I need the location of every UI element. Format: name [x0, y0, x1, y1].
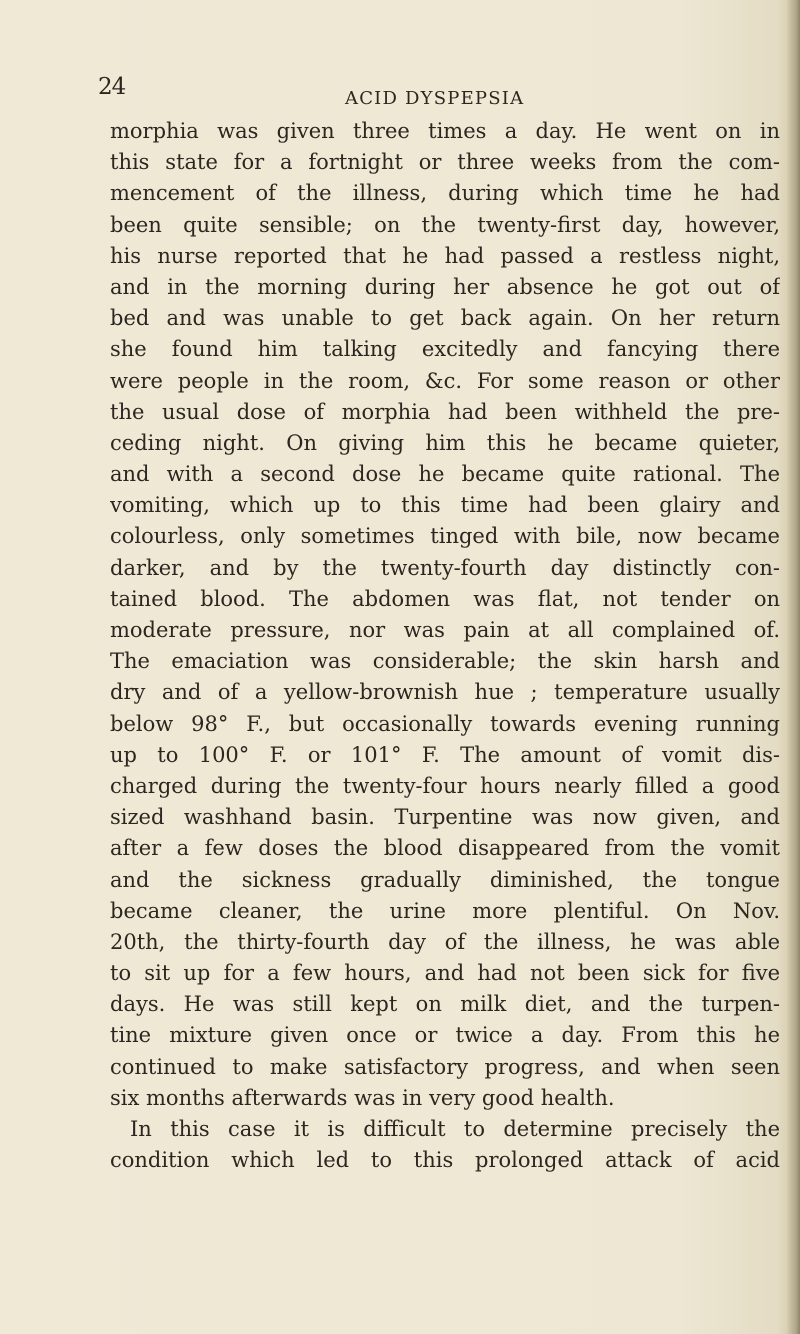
text-line: the usual dose of morphia had been withheld the pre- — [110, 399, 780, 424]
text-line: charged during the twenty-four hours nearly filled a good — [110, 773, 780, 798]
text-line: ceding night. On giving him this he became quieter, — [110, 430, 780, 455]
text-line: days. He was still kept on milk diet, and the turpen- — [110, 992, 780, 1017]
text-line: vomiting, which up to this time had been glairy and — [110, 493, 780, 518]
text-line: this state for a fortnight or three weeks from the com- — [110, 150, 780, 175]
page-number: 24 — [98, 74, 126, 100]
text-line: darker, and by the twenty-fourth day distinctly con- — [110, 555, 780, 580]
text-line: up to 100° F. or 101° F. The amount of vomit dis- — [110, 742, 780, 767]
text-line: became cleaner, the urine more plentiful. On Nov. — [110, 898, 780, 923]
text-line: been quite sensible; on the twenty-first day, however, — [110, 212, 780, 237]
text-line: 20th, the thirty-fourth day of the illness, he was able — [110, 929, 780, 954]
text-line: continued to make satisfactory progress, and when seen — [110, 1054, 780, 1079]
body-text — [110, 116, 780, 1176]
text-line: after a few doses the blood disappeared from the vomit — [110, 836, 780, 861]
text-line: In this case it is difficult to determine precisely the — [130, 1117, 780, 1141]
page-edge-shadow — [786, 0, 800, 1334]
text-line: bed and was unable to get back again. On her return — [110, 306, 780, 331]
text-line: his nurse reported that he had passed a restless night, — [110, 243, 780, 268]
text-line: dry and of a yellow-brownish hue ; temperature usually — [110, 680, 780, 705]
text-line: six months afterwards was in very good health. — [110, 1085, 615, 1110]
text-line: and the sickness gradually diminished, the tongue — [110, 867, 780, 892]
text-line: mencement of the illness, during which time he had — [110, 181, 780, 206]
text-line: to sit up for a few hours, and had not been sick for five — [110, 961, 780, 986]
text-line: moderate pressure, nor was pain at all complained of. — [110, 618, 780, 642]
text-line: colourless, only sometimes tinged with bile, now became — [110, 524, 780, 549]
text-line: morphia was given three times a day. He went on in — [110, 119, 780, 143]
running-head: ACID DYSPEPSIA — [345, 88, 525, 109]
text-line: below 98° F., but occasionally towards evening running — [110, 711, 780, 736]
text-line: were people in the room, &c. For some reason or other — [110, 368, 780, 393]
text-line: tained blood. The abdomen was flat, not tender on — [110, 586, 780, 611]
text-line: The emaciation was considerable; the skin harsh and — [110, 649, 780, 674]
text-line: tine mixture given once or twice a day. From this he — [110, 1023, 780, 1048]
text-line: she found him talking excitedly and fancying there — [110, 337, 780, 362]
text-line: and in the morning during her absence he got out of — [110, 274, 780, 299]
text-line: condition which led to this prolonged attack of acid — [110, 1148, 780, 1173]
text-line: sized washhand basin. Turpentine was now given, and — [110, 805, 780, 830]
text-line: and with a second dose he became quite rational. The — [110, 462, 780, 487]
